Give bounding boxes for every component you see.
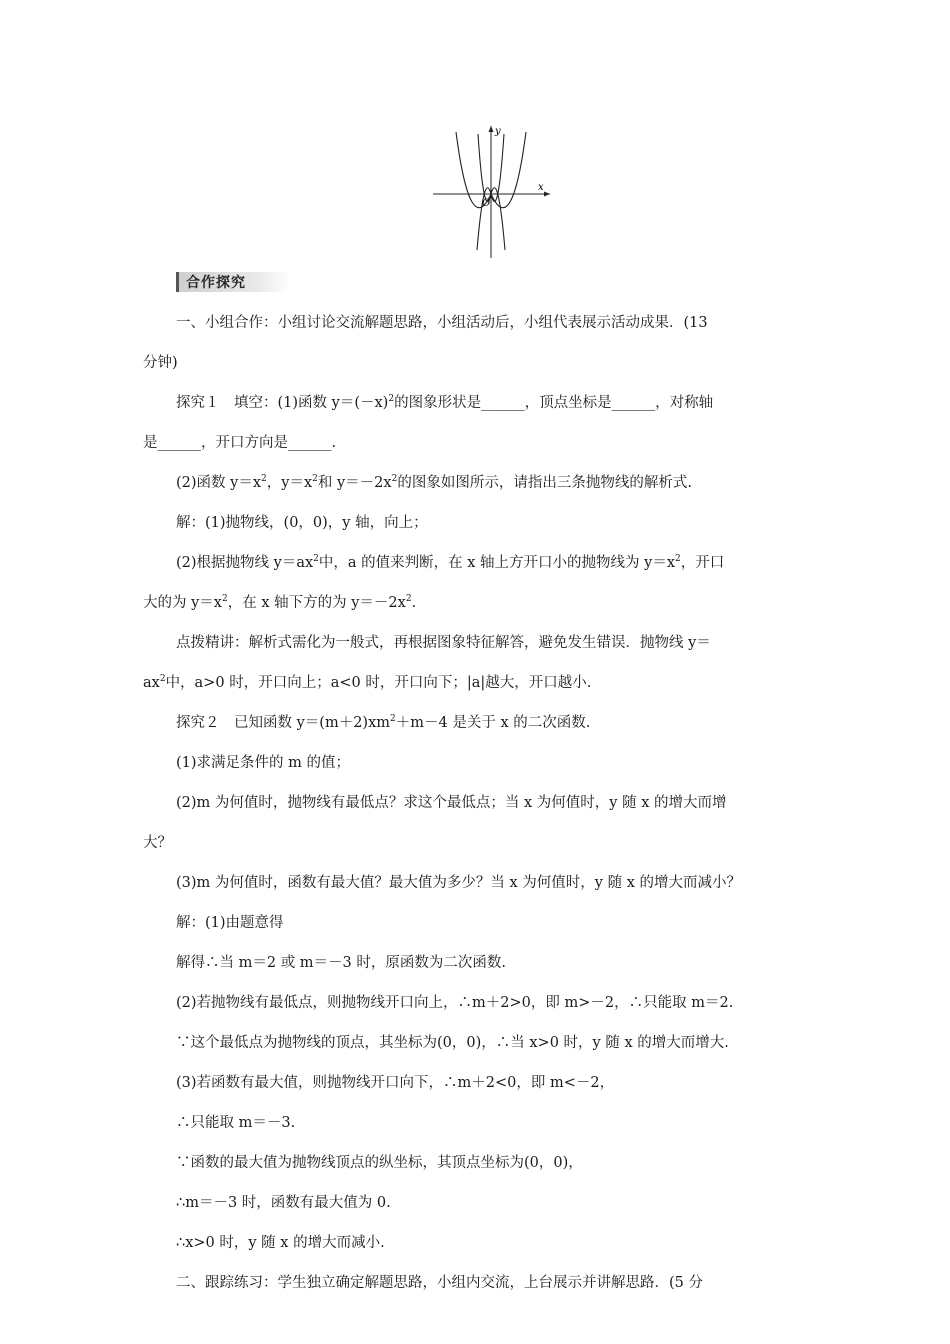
text-line: $ax^2$中，a>0 时，开口向上；a<0 时，开口向下；|a|越大，开口越小.	[143, 674, 592, 691]
text-line: ∴m＝－3 时，函数有最大值为 0.	[176, 1195, 391, 1211]
text-line: 分钟)	[143, 355, 178, 371]
parabola-figure	[428, 120, 556, 260]
x-axis-arrow	[544, 192, 550, 197]
section-tag	[176, 272, 288, 292]
text-line: ∵这个最低点为抛物线的顶点，其坐标为(0，0)，∴当 x>0 时，y 随 x 的增大而增大.	[176, 1035, 729, 1051]
text-line: 一、小组合作：小组讨论交流解题思路，小组活动后，小组代表展示活动成果．(13	[176, 315, 708, 331]
text-line: 探究１ 填空：(1)函数 $y=(-x)^2$的图象形状是______，顶点坐标是______，对称轴	[176, 394, 714, 411]
text-line: 大的为 $y=x^2$，在 x 轴下方的为 $y=-2x^2$.	[143, 594, 417, 611]
text-line: 解：(1)抛物线，(0，0)，y 轴，向上；	[176, 515, 428, 531]
y-axis-label: y	[495, 126, 501, 137]
text-line: (2)函数 $y=x^2$，$y=x^2$和 $y=-2x^2$的图象如图所示，请指出三条抛物线的解析式.	[176, 474, 692, 491]
text-line: 点拨精讲：解析式需化为一般式，再根据图象特征解答，避免发生错误．抛物线 y＝	[176, 635, 711, 651]
text-line: 解得∴当 m＝2 或 m＝－3 时，原函数为二次函数.	[176, 955, 506, 971]
section-tag-label: 合作探究	[186, 275, 246, 291]
x-axis-label: x	[538, 182, 544, 193]
text-line: (2)根据抛物线 $y=ax^2$中，a 的值来判断，在 x 轴上方开口小的抛物线为 $y=x^2$，开口	[176, 554, 725, 571]
text-line: (2)若抛物线有最低点，则抛物线开口向上，∴m＋2>0，即 m>－2，∴只能取 m＝2.	[176, 995, 734, 1011]
text-line: ∵函数的最大值为抛物线顶点的纵坐标，其顶点坐标为(0，0)，	[176, 1155, 583, 1171]
text-line: (1)求满足条件的 m 的值；	[176, 755, 351, 771]
text-line: 是______，开口方向是______.	[143, 435, 337, 451]
y-axis-arrow	[489, 126, 494, 132]
text-line: 大？	[143, 835, 172, 851]
text-line: 探究２ 已知函数 $y=(m+2)xm^2+m-4$ 是关于 x 的二次函数.	[176, 714, 591, 731]
text-line: (3)若函数有最大值，则抛物线开口向下，∴m＋2<0，即 m<－2，	[176, 1075, 615, 1091]
document-body	[143, 303, 813, 1303]
text-line: (2)m 为何值时，抛物线有最低点？求这个最低点；当 x 为何值时，y 随 x 的增大而增	[176, 795, 727, 811]
origin-label: O	[482, 198, 491, 209]
text-line: 解：(1)由题意得	[176, 915, 284, 931]
text-line: ∴x>0 时，y 随 x 的增大而减小.	[176, 1235, 385, 1251]
text-line: ∴只能取 m＝－3.	[176, 1115, 296, 1131]
text-line: (3)m 为何值时，函数有最大值？最大值为多少？当 x 为何值时，y 随 x 的增大而减小？	[176, 875, 741, 891]
text-line: 二、跟踪练习：学生独立确定解题思路，小组内交流，上台展示并讲解思路．(5 分	[176, 1275, 703, 1291]
